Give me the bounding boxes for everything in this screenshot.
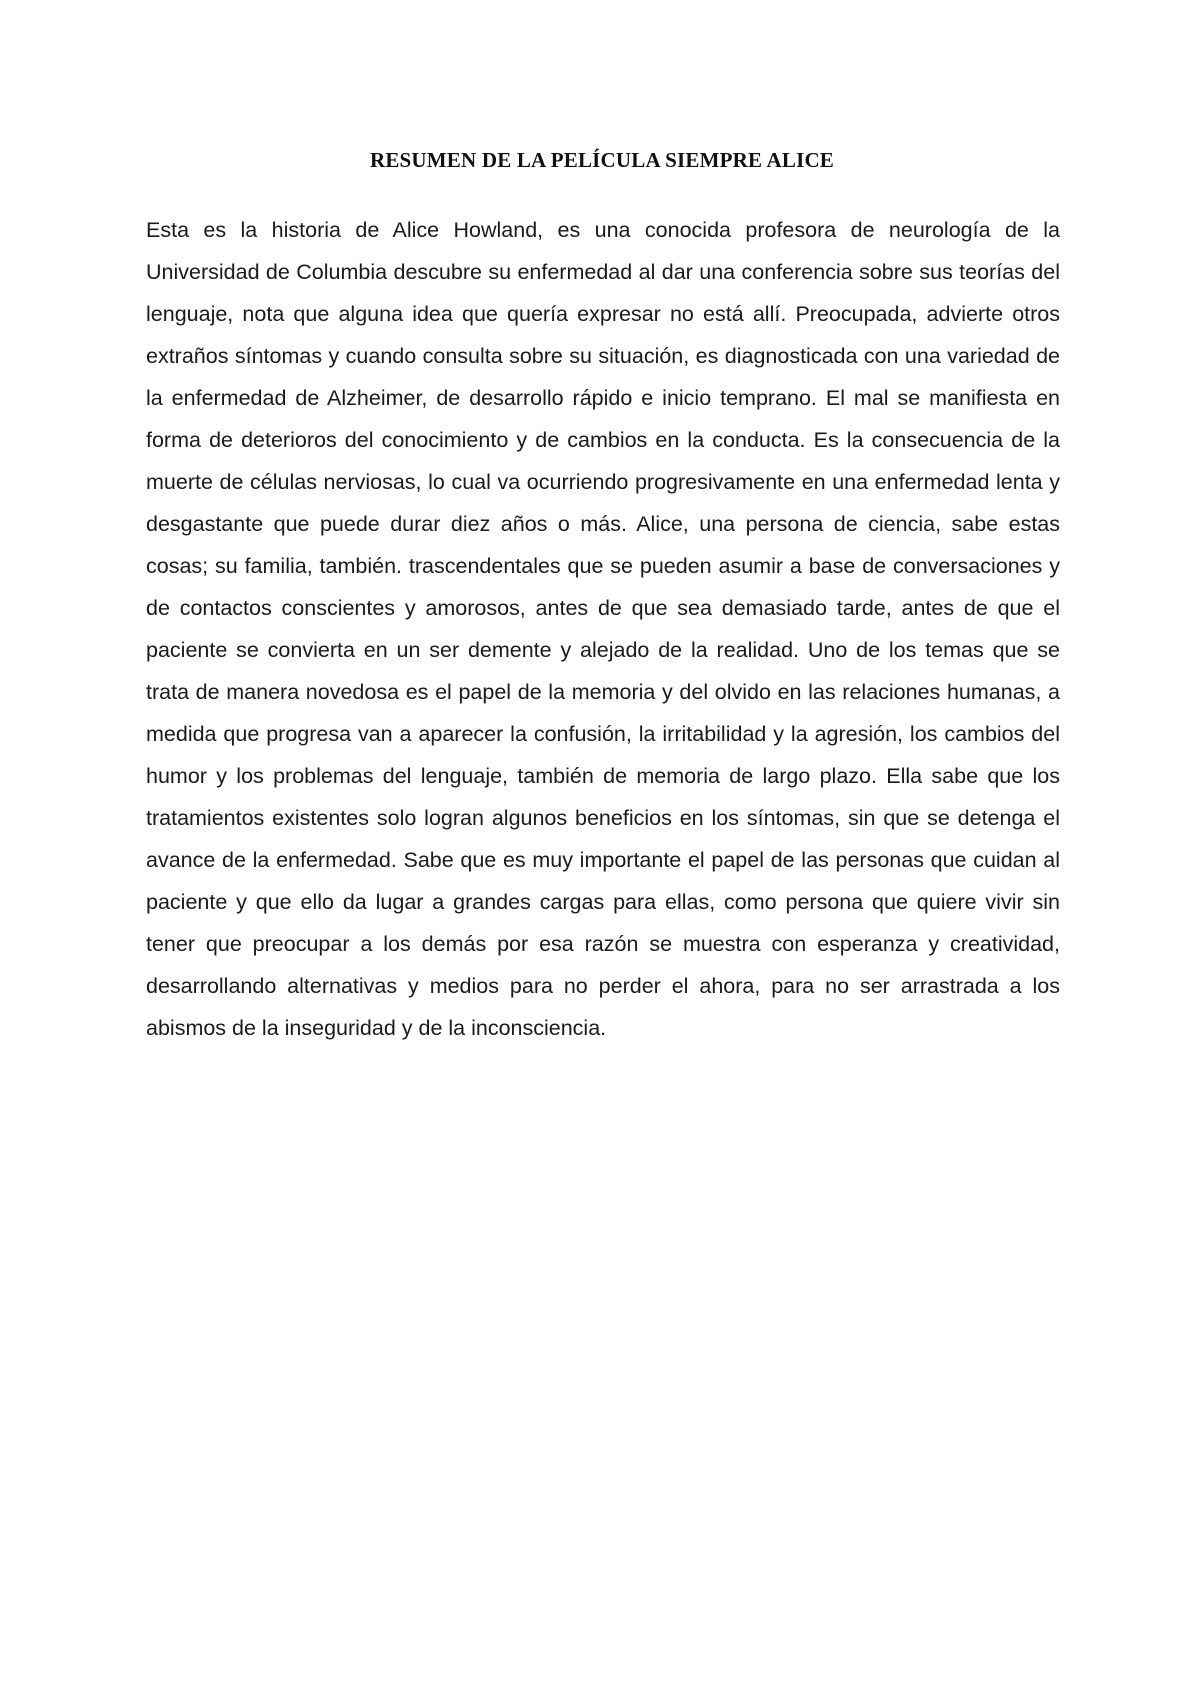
document-body-paragraph: Esta es la historia de Alice Howland, es una conocida profesora de neurología de la Universidad de Columbia descubre su enfermedad al dar una conferencia sobre sus teorías del lenguaje, nota que alguna idea que quería expresar no está allí. Preocupada, advierte otros extraños síntomas y cuando consulta sobre su situación, es diagnosticada con una variedad de la enfermedad de Alzheimer, de desarrollo rápido e inicio temprano. El mal se manifiesta en forma de deterioros del conocimiento y de cambios en la conducta. Es la consecuencia de la muerte de células nerviosas, lo cual va ocurriendo progresivamente en una enfermedad lenta y desgastante que puede durar diez años o más. Alice, una persona de ciencia, sabe estas cosas; su familia, también. trascendentales que se pueden asumir a base de conversaciones y de contactos conscientes y amorosos, antes de que sea demasiado tarde, antes de que el paciente se convierta en un ser demente y alejado de la realidad. Uno de los temas que se trata de manera novedosa es el papel de la memoria y del olvido en las relaciones humanas, a medida que progresa van a aparecer la confusión, la irritabilidad y la agresión, los cambios del humor y los problemas del lenguaje, también de memoria de largo plazo. Ella sabe que los tratamientos existentes solo logran algunos beneficios en los síntomas, sin que se detenga el avance de la enfermedad. Sabe que es muy importante el papel de las personas que cuidan al paciente y que ello da lugar a grandes cargas para ellas, como persona que quiere vivir sin tener que preocupar a los demás por esa razón se muestra con esperanza y creatividad, desarrollando alternativas y medios para no perder el ahora, para no ser arrastrada a los abismos de la inseguridad y de la inconsciencia.: [146, 218, 1060, 1040]
document-title: RESUMEN DE LA PELÍCULA SIEMPRE ALICE: [369, 148, 835, 172]
